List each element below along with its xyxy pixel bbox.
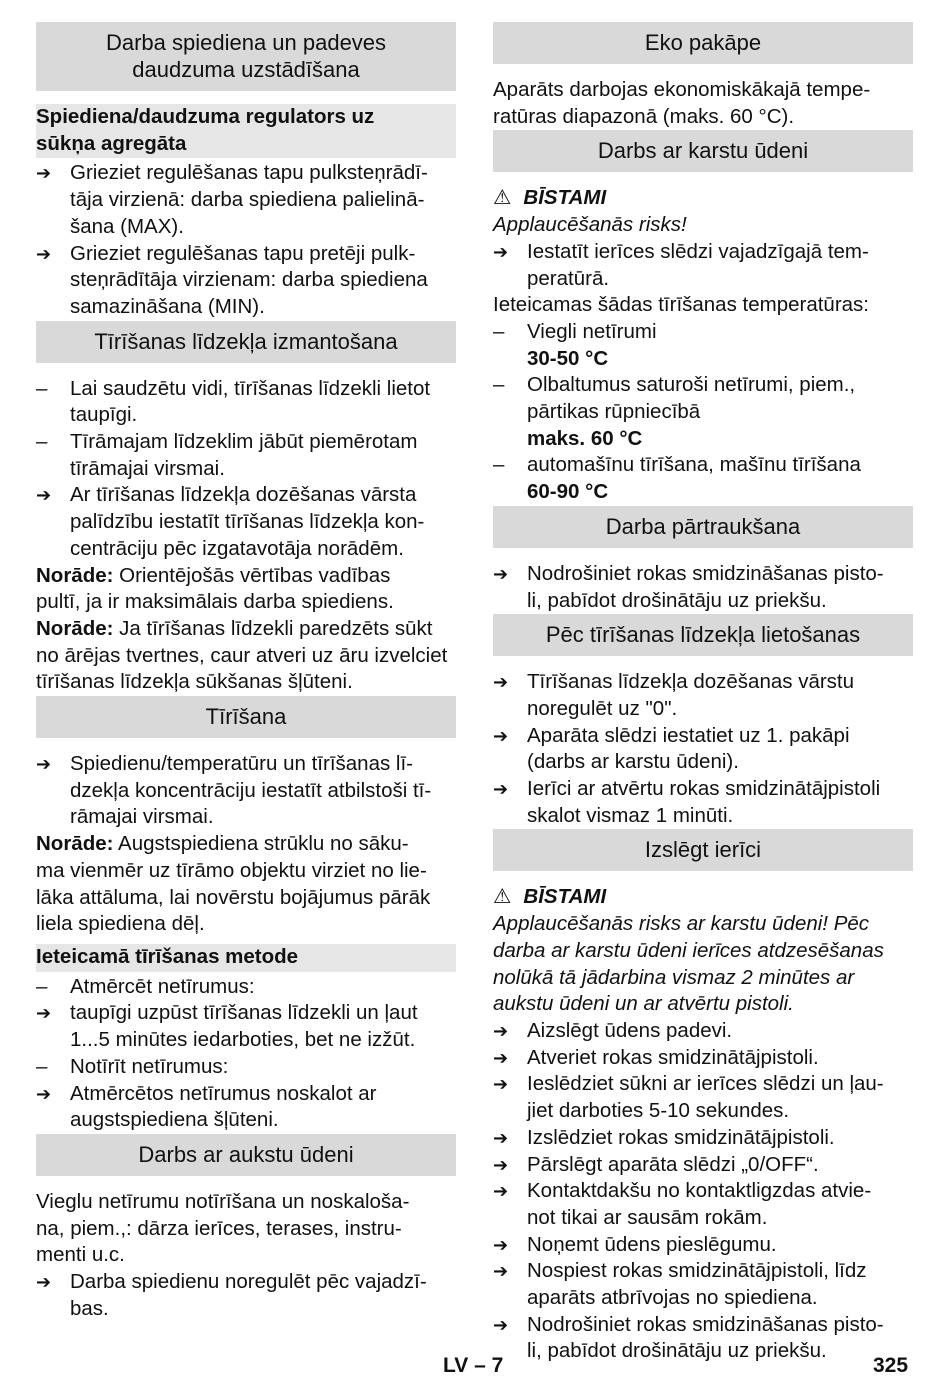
text-line: Izslēgt ierīci	[644, 837, 762, 863]
text-line: dzekļa koncentrāciju iestatīt atbilstoši tī-	[70, 778, 432, 802]
right-column	[493, 22, 913, 1365]
text-line: Tīrāmajam līdzeklim jābūt piemērotam	[70, 430, 418, 454]
instruction-step	[493, 1018, 913, 1045]
warning-text: BĪSTAMI	[523, 186, 607, 210]
text-line: peratūrā.	[527, 266, 610, 290]
paragraph	[36, 1189, 456, 1269]
text-line: lāka attāluma, lai novērstu bojājumus pārāk	[36, 885, 431, 909]
text-line: šana (MAX).	[70, 214, 184, 238]
section-heading	[493, 829, 913, 871]
text-line: sūkņa agregāta	[36, 131, 187, 155]
text-line: daudzuma uzstādīšana	[132, 57, 360, 82]
instruction-step	[493, 1258, 913, 1311]
text-line: augstspiediena šļūteni.	[70, 1108, 279, 1132]
paragraph	[493, 292, 913, 319]
text-line: pultī, ja ir maksimālais darba spiediens.	[36, 590, 394, 614]
text-line	[36, 616, 456, 643]
dash-bullet: –	[36, 1054, 48, 1078]
text-line: Darba spiedienu noregulēt pēc vajadzī-	[70, 1270, 427, 1294]
section-heading	[493, 22, 913, 64]
text-line: Spiediena/daudzuma regulators uz	[36, 105, 375, 128]
warning-description	[493, 911, 913, 1018]
left-column	[36, 22, 456, 1322]
text-line	[36, 563, 456, 590]
instruction-step	[36, 160, 456, 240]
note-label: Norāde:	[36, 832, 114, 856]
section-heading	[36, 321, 456, 363]
text-line: Ierīci ar atvērtu rokas smidzinātājpistoli	[527, 777, 881, 801]
text-line: taupīgi uzpūst tīrīšanas līdzekli un ļaut	[70, 1001, 418, 1025]
dash-bullet: –	[36, 974, 48, 998]
arrow-right-icon: ➔	[493, 672, 509, 693]
text-line: Nodrošiniet rokas smidzināšanas pisto-	[527, 561, 884, 585]
text-line: rāmajai virsmai.	[70, 805, 214, 829]
arrow-right-icon: ➔	[36, 1083, 52, 1104]
text-line: Olbaltumus saturoši netīrumi, piem.,	[527, 373, 856, 397]
subsection-heading	[36, 104, 456, 158]
instruction-step	[493, 776, 913, 829]
warning-triangle-icon: ⚠	[493, 885, 512, 909]
text-line: Darbs ar karstu ūdeni	[597, 138, 809, 164]
list-item	[493, 452, 913, 479]
list-item	[36, 1054, 456, 1081]
text-line: Pārslēgt aparāta slēdzi „0/OFF“.	[527, 1152, 819, 1176]
text-line: 60-90 °C	[527, 480, 609, 504]
instruction-step	[493, 1232, 913, 1259]
list-item	[36, 429, 456, 482]
text-line: Eko pakāpe	[644, 30, 762, 55]
text-line: Iestatīt ierīces slēdzi vajadzīgajā tem-	[527, 239, 869, 263]
text-line: Spiedienu/temperatūru un tīrīšanas lī-	[70, 752, 413, 776]
instruction-step	[493, 1045, 913, 1072]
section-heading	[493, 614, 913, 656]
danger-warning	[493, 884, 913, 911]
text-line: Viegli netīrumi	[527, 319, 657, 343]
text-line: Applaucēšanās risks ar karstu ūdeni! Pēc	[493, 912, 870, 936]
instruction-step	[36, 751, 456, 831]
arrow-right-icon: ➔	[36, 1003, 52, 1024]
text-line: Darba pārtraukšana	[605, 513, 801, 539]
dash-bullet: –	[36, 376, 48, 400]
text-line: aukstu ūdeni un ar atvērtu pistoli.	[493, 992, 794, 1016]
text-line: li, pabīdot drošinātāju uz priekšu.	[527, 1339, 827, 1363]
text-line: Aparāta slēdzi iestatiet uz 1. pakāpi	[527, 723, 850, 747]
text-line: tīrīšanas līdzekļa sūkšanas šļūteni.	[36, 670, 353, 694]
text-line: Tīrīšanas līdzekļa izmantošana	[94, 328, 398, 354]
warning-description	[493, 212, 913, 239]
section-heading	[493, 130, 913, 172]
text-line: 1...5 minūtes iedarboties, bet ne izžūt.	[70, 1028, 416, 1052]
list-item	[493, 319, 913, 346]
text-line: steņrādītāja virzienam: darba spiediena	[70, 268, 428, 292]
dash-bullet: –	[493, 373, 505, 397]
note-text: Augstspiediena strūklu no sāku-	[113, 832, 409, 856]
text-line: aparāts atbrīvojas no spiediena.	[527, 1286, 818, 1310]
note-paragraph	[36, 831, 456, 938]
instruction-step	[36, 241, 456, 321]
warning-label	[493, 884, 913, 911]
text-line: Noņemt ūdens pieslēgumu.	[527, 1232, 777, 1256]
text-line: Ar tīrīšanas līdzekļa dozēšanas vārsta	[70, 483, 417, 507]
footer-language-page: LV – 7	[443, 1354, 504, 1377]
instruction-step	[36, 1081, 456, 1134]
text-line: ratūras diapazonā (maks. 60 °C).	[493, 104, 795, 128]
text-line: no ārējas tvertnes, caur atveri uz āru izvelciet	[36, 643, 448, 667]
temperature-value	[493, 426, 913, 453]
text-line	[36, 831, 456, 858]
arrow-right-icon: ➔	[493, 725, 509, 746]
text-line: tāja virzienā: darba spiediena palielinā-	[70, 188, 425, 212]
text-line: Atmērcēt netīrumus:	[70, 974, 255, 998]
text-line: Atmērcētos netīrumus noskalot ar	[70, 1081, 377, 1105]
text-line: Ieslēdziet sūkni ar ierīces slēdzi un ļau-	[527, 1072, 884, 1096]
note-text: Orientējošās vērtības vadības	[113, 563, 391, 587]
text-line: li, pabīdot drošinātāju uz priekšu.	[527, 588, 827, 612]
text-line: bas.	[70, 1296, 109, 1320]
text-line: maks. 60 °C	[527, 426, 643, 450]
note-paragraph	[36, 616, 456, 696]
text-line: Tīrīšana	[205, 704, 287, 730]
instruction-step	[493, 1125, 913, 1152]
warning-triangle-icon: ⚠	[493, 186, 512, 210]
arrow-right-icon: ➔	[36, 1272, 52, 1293]
subsection-heading	[36, 944, 456, 972]
text-line: Nospiest rokas smidzinātājpistoli, līdz	[527, 1259, 867, 1283]
arrow-right-icon: ➔	[36, 243, 52, 264]
arrow-right-icon: ➔	[493, 1127, 509, 1148]
text-line: Izslēdziet rokas smidzinātājpistoli.	[527, 1125, 835, 1149]
instruction-step	[493, 1178, 913, 1231]
instruction-step	[36, 1000, 456, 1053]
text-line: darba ar karstu ūdeni ierīces atdzesēšanas	[493, 938, 884, 962]
text-line: Aizslēgt ūdens padevi.	[527, 1018, 733, 1042]
section-heading	[36, 1134, 456, 1176]
dash-bullet: –	[493, 453, 505, 477]
text-line: (darbs ar karstu ūdeni).	[527, 750, 739, 774]
text-line: nolūkā tā jādarbina vismaz 2 minūtes ar	[493, 965, 855, 989]
note-label: Norāde:	[36, 563, 114, 587]
warning-label	[493, 185, 913, 212]
arrow-right-icon: ➔	[36, 485, 52, 506]
text-line: Kontaktdakšu no kontaktligzdas atvie-	[527, 1179, 872, 1203]
instruction-step	[493, 723, 913, 776]
warning-text: BĪSTAMI	[523, 885, 607, 909]
temperature-value	[493, 479, 913, 506]
text-line: Grieziet regulēšanas tapu pulksteņrādī-	[70, 161, 428, 185]
note-label: Norāde:	[36, 616, 114, 640]
text-line: Grieziet regulēšanas tapu pretēji pulk-	[70, 241, 416, 265]
text-line: palīdzību iestatīt tīrīšanas līdzekļa kon-	[70, 510, 425, 534]
arrow-right-icon: ➔	[36, 163, 52, 184]
text-line: Ieteicamas šādas tīrīšanas temperatūras:	[493, 293, 870, 317]
text-line: Ieteicamā tīrīšanas metode	[36, 944, 299, 968]
arrow-right-icon: ➔	[493, 779, 509, 800]
instruction-step	[493, 1071, 913, 1124]
text-line: Applaucēšanās risks!	[493, 213, 687, 237]
note-text: Ja tīrīšanas līdzekli paredzēts sūkt	[113, 616, 433, 640]
section-heading	[36, 22, 456, 91]
arrow-right-icon: ➔	[493, 1181, 509, 1202]
paragraph	[493, 77, 913, 130]
note-paragraph	[36, 563, 456, 616]
text-line: Aparāts darbojas ekonomiskākajā tempe-	[493, 78, 871, 101]
text-line: menti u.c.	[36, 1243, 125, 1267]
danger-warning	[493, 185, 913, 212]
text-line: taupīgi.	[70, 403, 138, 427]
list-item	[36, 376, 456, 429]
instruction-step	[36, 1269, 456, 1322]
section-heading	[493, 506, 913, 548]
arrow-right-icon: ➔	[493, 1047, 509, 1068]
text-line: Lai saudzētu vidi, tīrīšanas līdzekli lietot	[70, 376, 431, 400]
text-line: 30-50 °C	[527, 346, 609, 370]
arrow-right-icon: ➔	[493, 1020, 509, 1041]
text-line: pārtikas rūpniecībā	[527, 400, 701, 424]
arrow-right-icon: ➔	[493, 1234, 509, 1255]
instruction-step	[493, 669, 913, 722]
text-line: ma vienmēr uz tīrāmo objektu virziet no lie-	[36, 858, 427, 882]
text-line: jiet darboties 5-10 sekundes.	[527, 1099, 790, 1123]
text-line: centrāciju pēc izgatavotāja norādēm.	[70, 536, 404, 560]
text-line: na, piem.,: dārza ierīces, terases, instru-	[36, 1216, 402, 1240]
temperature-value	[493, 346, 913, 373]
list-item	[36, 974, 456, 1001]
instruction-step	[493, 561, 913, 614]
arrow-right-icon: ➔	[36, 754, 52, 775]
text-line: liela spiediena dēļ.	[36, 912, 205, 936]
text-line: skalot vismaz 1 minūti.	[527, 803, 734, 827]
arrow-right-icon: ➔	[493, 1154, 509, 1175]
list-item	[493, 372, 913, 425]
text-line: Vieglu netīrumu notīrīšana un noskaloša-	[36, 1189, 410, 1213]
instruction-step	[493, 1312, 913, 1365]
text-line: Pēc tīrīšanas līdzekļa lietošanas	[545, 622, 861, 648]
text-line: Nodrošiniet rokas smidzināšanas pisto-	[527, 1312, 884, 1336]
text-line: automašīnu tīrīšana, mašīnu tīrīšana	[527, 453, 861, 477]
arrow-right-icon: ➔	[493, 241, 509, 262]
instruction-step	[493, 239, 913, 292]
text-line: tīrāmajai virsmai.	[70, 456, 225, 480]
text-line: Darbs ar aukstu ūdeni	[138, 1141, 354, 1167]
arrow-right-icon: ➔	[493, 1074, 509, 1095]
instruction-step	[36, 482, 456, 562]
text-line: Atveriet rokas smidzinātājpistoli.	[527, 1045, 819, 1069]
section-heading	[36, 696, 456, 738]
text-line: samazināšana (MIN).	[70, 294, 265, 318]
text-line: noregulēt uz "0".	[527, 696, 678, 720]
text-line: Notīrīt netīrumus:	[70, 1054, 229, 1078]
instruction-step	[493, 1152, 913, 1179]
dash-bullet: –	[36, 430, 48, 454]
arrow-right-icon: ➔	[493, 1261, 509, 1282]
page-number: 325	[873, 1354, 909, 1377]
text-line: Darba spiediena un padeves	[105, 30, 387, 55]
arrow-right-icon: ➔	[493, 563, 509, 584]
text-line: Tīrīšanas līdzekļa dozēšanas vārstu	[527, 670, 855, 694]
text-line: not tikai ar sausām rokām.	[527, 1205, 768, 1229]
arrow-right-icon: ➔	[493, 1314, 509, 1335]
dash-bullet: –	[493, 319, 505, 343]
